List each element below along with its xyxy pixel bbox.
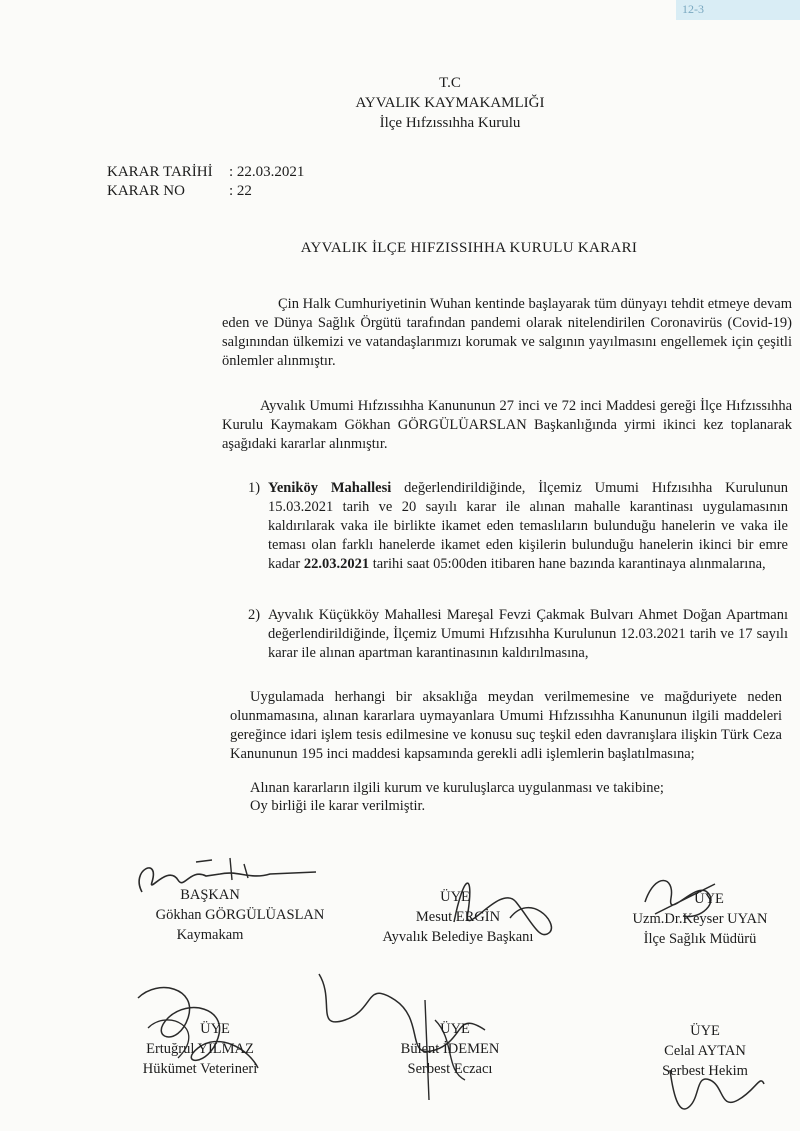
decision-item-text <box>268 479 788 574</box>
neighbourhood-name: Yeniköy Mahallesi <box>268 480 392 496</box>
decision-number-row <box>107 182 304 201</box>
signature-name: Bülent İDEMEN <box>400 1041 500 1057</box>
signature-role: ÜYE <box>440 889 470 905</box>
signature-name: Celal AYTAN <box>664 1043 746 1059</box>
decision-meta <box>107 163 304 201</box>
signature-title: Serbest Eczacı <box>407 1061 493 1077</box>
signature-block-aytan <box>620 1021 790 1081</box>
signature-name: Gökhan GÖRGÜLÜASLAN <box>155 907 325 923</box>
basis-paragraph <box>222 397 792 454</box>
closing-line-2: Alınan kararların ilgili kurum ve kuruluşlarca uygulanması ve takibine; <box>250 780 664 796</box>
basis-text: Ayvalık Umumi Hıfzıssıhha Kanununun 27 inci ve 72 inci Maddesi gereği İlçe Hıfzıssıhha Kurulu Kaymakam Gökhan GÖRGÜLÜARSLAN Başkanlığında yirmi ikinci kez toplanarak aşağıdaki kararlar alınmıştır. <box>222 398 792 452</box>
signature-title: İlçe Sağlık Müdürü <box>643 931 757 947</box>
closing-line-3: Oy birliği ile karar verilmiştir. <box>250 798 426 814</box>
signature-block-ergin <box>335 887 555 947</box>
signature-name: Mesut ERGİN <box>415 909 501 925</box>
decision-item-number: 2) <box>248 607 261 623</box>
signature-block-baskan <box>130 885 350 945</box>
closing-paragraph <box>230 688 782 764</box>
signature-name: Ertuğrul YILMAZ <box>146 1041 254 1057</box>
quarantine-date: 22.03.2021 <box>303 556 370 572</box>
header-line-tc: T.C <box>439 75 461 91</box>
decision-date-label: KARAR TARİHİ <box>107 164 213 180</box>
decision-item-1 <box>248 479 788 574</box>
decision-item-body-b: tarihi saat 05:00den itibaren hane bazında karantinaya alınmalarına, <box>369 556 766 572</box>
header-line-board: İlçe Hıfzıssıhha Kurulu <box>379 115 521 131</box>
closing-text: Uygulamada herhangi bir aksaklığa meydan verilmemesine ve mağduriyete neden olunmamasına, alınan kararlara uymayanlara Umumi Hıfzıssıhha Kanununun ilgili maddeleri gereğince idari işlem tesis edilmesine ve konusu suç teşkil eden davranışlara ilişkin Türk Ceza Kanununun 195 inci maddesi kapsamında gerekli adli işlemlerin başlatılmasına; <box>230 689 782 762</box>
signature-role: ÜYE <box>694 891 724 907</box>
decision-number-label: KARAR NO <box>107 183 185 199</box>
signature-role: BAŞKAN <box>180 887 240 903</box>
signature-name: Uzm.Dr.Keyser UYAN <box>632 911 768 927</box>
header-line-institution: AYVALIK KAYMAKAMLIĞI <box>355 95 545 111</box>
signature-title: Hükümet Veterineri <box>142 1061 258 1077</box>
decision-date-value: : 22.03.2021 <box>229 164 305 180</box>
signature-role: ÜYE <box>690 1023 720 1039</box>
signature-block-uyan <box>600 889 800 949</box>
document-title: AYVALIK İLÇE HIFZISSIHHA KURULU KARARI <box>300 240 638 256</box>
signature-role: ÜYE <box>440 1021 470 1037</box>
signature-title: Ayvalık Belediye Başkanı <box>382 929 534 945</box>
document-header <box>0 73 800 133</box>
decision-item-2 <box>248 606 788 663</box>
signature-title: Serbest Hekim <box>662 1063 748 1079</box>
signature-block-yilmaz <box>100 1019 300 1079</box>
decision-item-body-a: değerlendirildiğinde, İlçemiz Umumi Hıfzısıhha Kurulunun 15.03.2021 tarih ve 20 sayılı karar ile alınan mahalle karantinası uygulamasının kaldırılarak vaka ile birlikte ikamet eden temaslıların bulunduğu hanelerin ve vaka ile teması olan farklı hanelerde ikamet eden kişilerin bulunduğu hanelerin ikinci bir emre kadar <box>268 480 788 572</box>
signature-block-idemen <box>350 1019 550 1079</box>
decision-date-row <box>107 163 304 182</box>
intro-paragraph <box>222 295 792 371</box>
signature-title: Kaymakam <box>176 927 244 943</box>
decision-item-number: 1) <box>248 480 261 496</box>
decision-number-value: : 22 <box>229 183 252 199</box>
intro-text: Çin Halk Cumhuriyetinin Wuhan kentinde başlayarak tüm dünyayı tehdit etmeye devam eden ve Dünya Sağlık Örgütü tarafından pandemi olarak nitelendirilen Coronavirüs (Covid-19) salgınından ülkemizi ve vatandaşlarımızı korumak ve salgının yayılmasını engellemek için çeşitli önlemler alınmıştır. <box>222 296 792 369</box>
signature-role: ÜYE <box>200 1021 230 1037</box>
decision-item-text: Ayvalık Küçükköy Mahallesi Mareşal Fevzi Çakmak Bulvarı Ahmet Doğan Apartmanı değerlendirildiğinde, İlçemiz Umumi Hıfzısıhha Kurulunun 12.03.2021 tarih ve 17 sayılı karar ile alınan apartman karantinasının kaldırılmasına, <box>268 607 788 661</box>
corner-stamp-text: 12-3 <box>682 2 704 16</box>
